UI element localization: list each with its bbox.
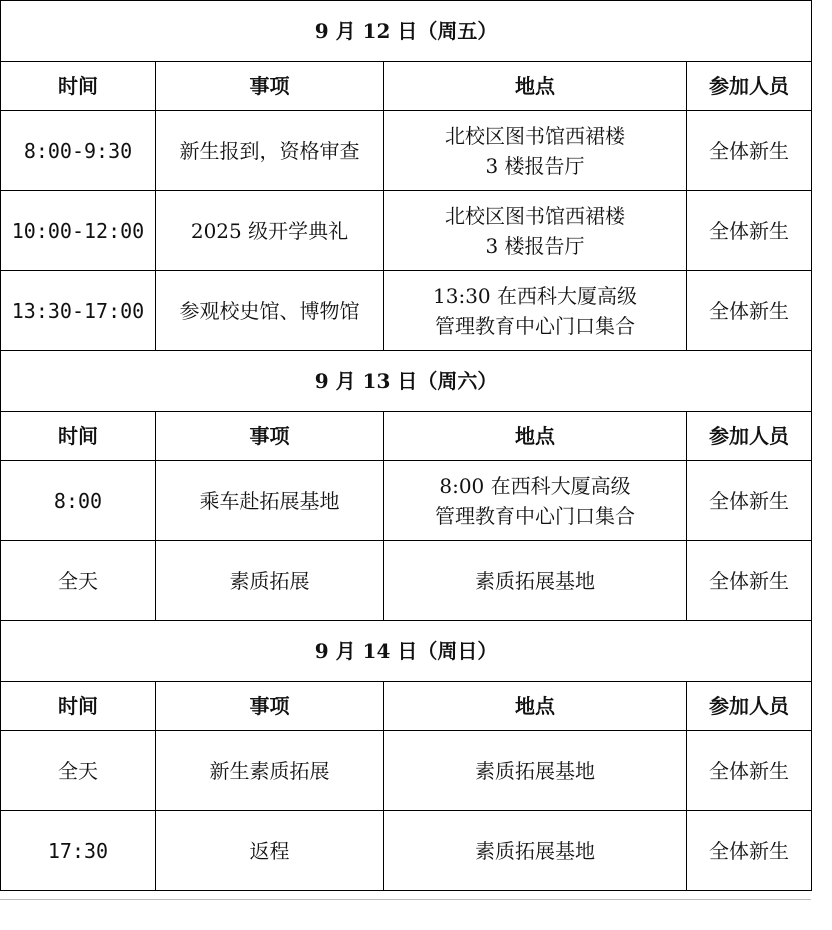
column-header-attendees: 参加人员	[687, 682, 812, 731]
day-title: 9 月 12 日（周五）	[1, 1, 812, 62]
item-cell: 乘车赴拓展基地	[156, 461, 384, 541]
day-header-row	[1, 621, 812, 682]
column-header-item: 事项	[156, 62, 384, 111]
location-line: 北校区图书馆西裙楼	[445, 123, 625, 148]
column-header-row	[1, 412, 812, 461]
location-cell	[384, 271, 687, 351]
location-cell	[384, 541, 687, 621]
day-title: 9 月 13 日（周六）	[1, 351, 812, 412]
table-row	[1, 461, 812, 541]
column-header-location: 地点	[384, 412, 687, 461]
attendees-cell: 全体新生	[687, 731, 812, 811]
item-cell: 返程	[156, 811, 384, 891]
location-cell	[384, 731, 687, 811]
table-row	[1, 811, 812, 891]
day-title: 9 月 14 日（周日）	[1, 621, 812, 682]
column-header-time: 时间	[1, 412, 156, 461]
time-cell: 全天	[1, 731, 156, 811]
item-cell: 素质拓展	[156, 541, 384, 621]
location-cell	[384, 811, 687, 891]
day-header-row	[1, 1, 812, 62]
location-line: 素质拓展基地	[475, 568, 595, 593]
attendees-cell: 全体新生	[687, 541, 812, 621]
time-cell: 全天	[1, 541, 156, 621]
column-header-item: 事项	[156, 412, 384, 461]
location-line: 北校区图书馆西裙楼	[445, 203, 625, 228]
bottom-divider	[0, 899, 811, 900]
location-line: 13:30 在西科大厦高级	[433, 283, 637, 308]
table-row	[1, 191, 812, 271]
column-header-row	[1, 62, 812, 111]
time-cell: 17:30	[1, 811, 156, 891]
column-header-location: 地点	[384, 62, 687, 111]
attendees-cell: 全体新生	[687, 461, 812, 541]
item-cell: 2025 级开学典礼	[156, 191, 384, 271]
location-line: 素质拓展基地	[475, 758, 595, 783]
column-header-attendees: 参加人员	[687, 412, 812, 461]
table-row	[1, 731, 812, 811]
schedule-body	[1, 1, 812, 891]
location-line: 8:00 在西科大厦高级	[439, 473, 631, 498]
location-line: 素质拓展基地	[475, 838, 595, 863]
table-row	[1, 271, 812, 351]
location-line: 管理教育中心门口集合	[435, 313, 635, 338]
time-cell: 8:00-9:30	[1, 111, 156, 191]
attendees-cell: 全体新生	[687, 811, 812, 891]
item-cell: 新生报到，资格审查	[156, 111, 384, 191]
table-row	[1, 111, 812, 191]
attendees-cell: 全体新生	[687, 271, 812, 351]
time-cell: 10:00-12:00	[1, 191, 156, 271]
column-header-item: 事项	[156, 682, 384, 731]
location-line: 3 楼报告厅	[485, 233, 585, 258]
column-header-time: 时间	[1, 62, 156, 111]
location-cell	[384, 461, 687, 541]
table-row	[1, 541, 812, 621]
time-cell: 8:00	[1, 461, 156, 541]
attendees-cell: 全体新生	[687, 111, 812, 191]
location-line: 管理教育中心门口集合	[435, 503, 635, 528]
attendees-cell: 全体新生	[687, 191, 812, 271]
column-header-location: 地点	[384, 682, 687, 731]
location-cell	[384, 111, 687, 191]
location-cell	[384, 191, 687, 271]
column-header-time: 时间	[1, 682, 156, 731]
column-header-attendees: 参加人员	[687, 62, 812, 111]
column-header-row	[1, 682, 812, 731]
day-header-row	[1, 351, 812, 412]
item-cell: 新生素质拓展	[156, 731, 384, 811]
location-line: 3 楼报告厅	[485, 153, 585, 178]
item-cell: 参观校史馆、博物馆	[156, 271, 384, 351]
time-cell: 13:30-17:00	[1, 271, 156, 351]
